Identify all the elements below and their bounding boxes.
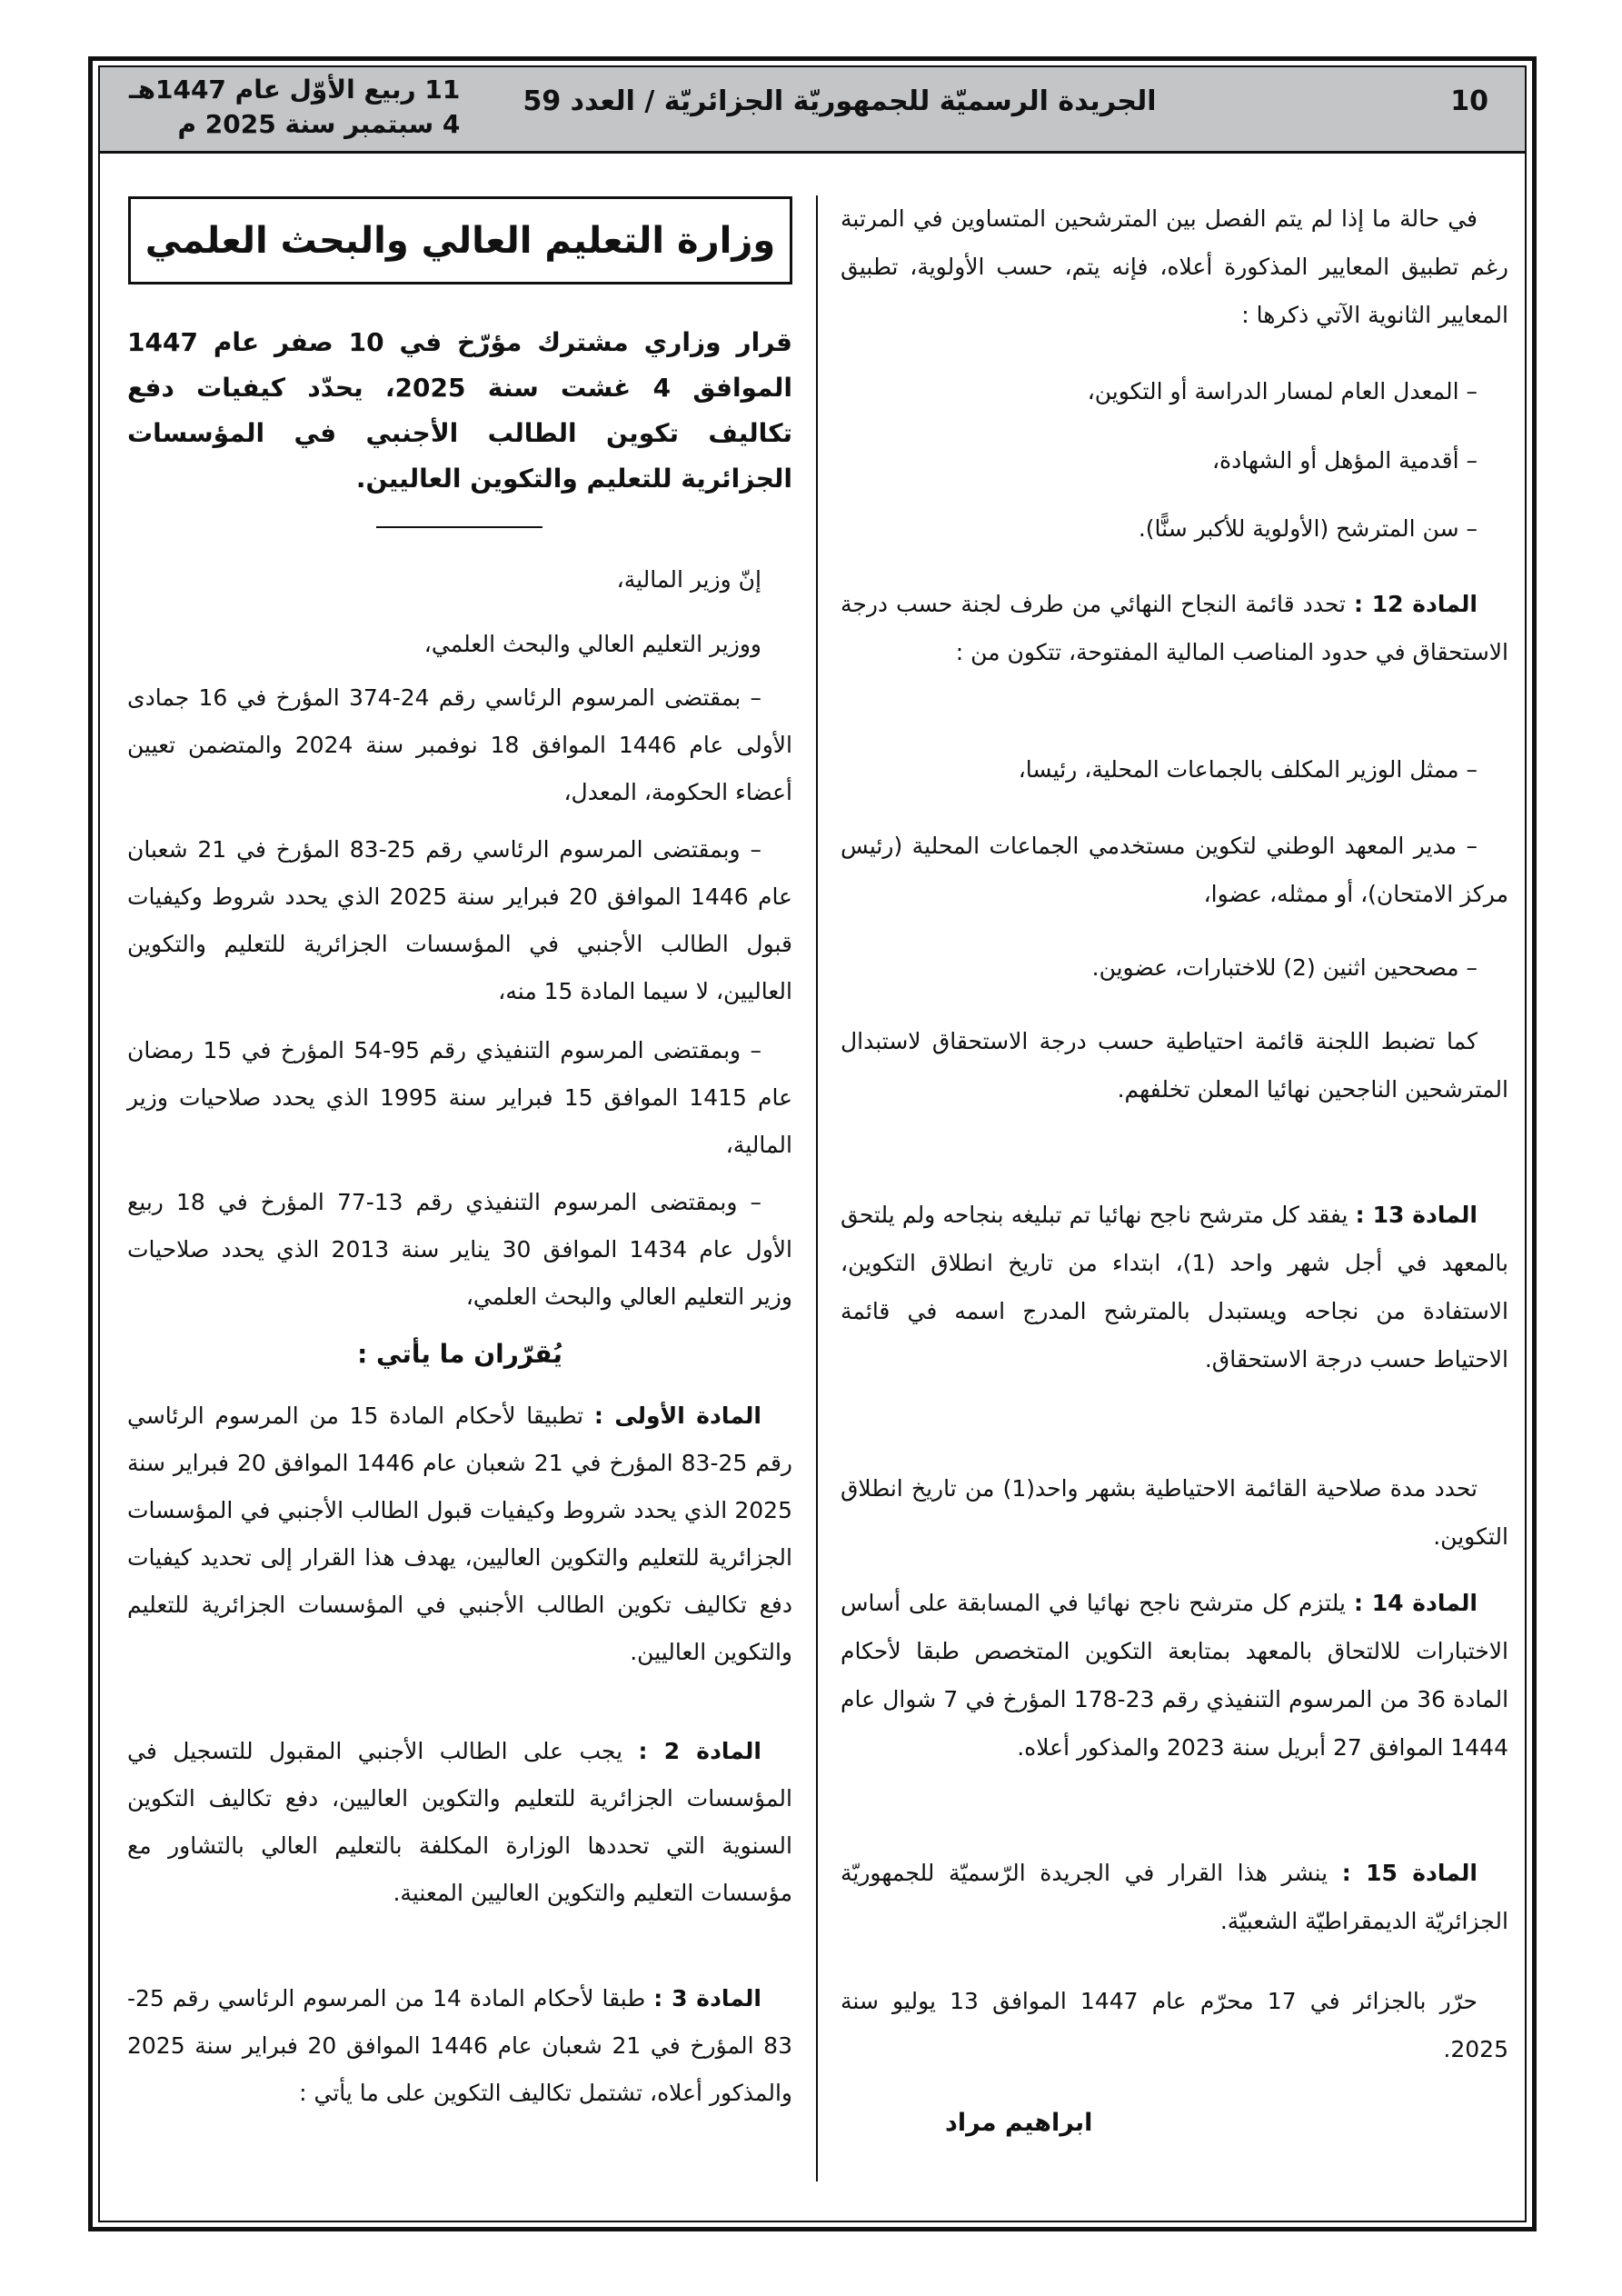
paragraph-text: – وبمقتضى المرسوم التنفيذي رقم 95-54 المؤرخ في 15 رمضان عام 1415 الموافق 15 فبراير سنة 1995 الذي يحدد صلاحيات وزير المالية،: [127, 1037, 792, 1158]
paragraph: [841, 1017, 1508, 1113]
article-3: [127, 1975, 792, 2117]
article-label: المادة 15 :: [1341, 1860, 1478, 1886]
journal-title: الجريدة الرسميّة للجمهوريّة الجزائريّة / العدد 59: [522, 85, 1157, 117]
page-header: [100, 67, 1525, 154]
paragraph-text: في حالة ما إذا لم يتم الفصل بين المترشحين المتساوين في المرتبة رغم تطبيق المعايير المذكورة أعلاه، فإنه يتم، حسب الأولوية، تطبيق المعايير الثانوية الآتي ذكرها :: [841, 205, 1508, 328]
paragraph-text: يفقد كل مترشح ناجح نهائيا تم تبليغه بنجاحه ولم يلتحق بالمعهد في أجل شهر واحد (1)، ابتداء من تاريخ انطلاق التكوين، الاستفادة من نجاحه ويستبدل بالمترشح المدرج اسمه في قائمة الاحتياط حسب درجة الاستحقاق.: [841, 1202, 1508, 1373]
list-item: [841, 367, 1508, 415]
paragraph-text: ووزير التعليم العالي والبحث العلمي،: [423, 631, 761, 657]
column-divider: [816, 195, 818, 2181]
paragraph-text: – وبمقتضى المرسوم التنفيذي رقم 13-77 المؤرخ في 18 ربيع الأول عام 1434 الموافق 30 يناير سنة 2013 الذي يحدد صلاحيات وزير التعليم العالي والبحث العلمي،: [127, 1189, 792, 1310]
paragraph-text: تحدد قائمة النجاح النهائي من طرف لجنة حسب درجة الاستحقاق في حدود المناصب المالية المفتوحة، تتكون من :: [841, 591, 1508, 665]
date-gregorian: 4 سبتمبر سنة 2025 م: [177, 109, 461, 139]
ministry-heading: وزارة التعليم العالي والبحث العلمي: [128, 196, 792, 285]
article-label: المادة 3 :: [653, 1985, 762, 2011]
article-label: المادة الأولى :: [593, 1403, 761, 1429]
signature-name: ابراهيم مراد: [945, 2109, 1093, 2137]
list-item: [841, 436, 1508, 484]
article-12: [841, 580, 1508, 676]
paragraph-text: كما تضبط اللجنة قائمة احتياطية حسب درجة الاستحقاق لاستبدال المترشحين الناجحين نهائيا المعلن تخلفهم.: [841, 1028, 1508, 1103]
paragraph-text: – المعدل العام لمسار الدراسة أو التكوين،: [1087, 378, 1478, 404]
article-label: المادة 12 :: [1353, 591, 1478, 617]
article-1: [127, 1393, 792, 1676]
paragraph-text: إنّ وزير المالية،: [616, 566, 761, 593]
list-item: [841, 745, 1508, 794]
paragraph-text: – بمقتضى المرسوم الرئاسي رقم 24-374 المؤرخ في 16 جمادى الأولى عام 1446 الموافق 18 نوفمبر سنة 2024 والمتضمن تعيين أعضاء الحكومة، المعدل،: [127, 684, 793, 805]
issue-date: [129, 73, 460, 142]
list-item: [841, 943, 1508, 992]
article-label: المادة 13 :: [1355, 1202, 1478, 1228]
visa-paragraph: [127, 1179, 792, 1321]
paragraph-text: – مصححين اثنين (2) للاختبارات، عضوين.: [1091, 954, 1478, 981]
visa-paragraph: [127, 826, 792, 1015]
paragraph-text: – ممثل الوزير المكلف بالجماعات المحلية، رئيسا،: [1018, 756, 1478, 783]
article-label: المادة 2 :: [638, 1738, 761, 1764]
list-item: [841, 822, 1508, 918]
visa-paragraph: [127, 1027, 792, 1169]
paragraph-text: – وبمقتضى المرسوم الرئاسي رقم 25-83 المؤرخ في 21 شعبان عام 1446 الموافق 20 فبراير سنة 2025 الذي يحدد شروط وكيفيات قبول الطالب الأجنبي في المؤسسات الجزائرية للتعليم والتكوين العاليين، لا سيما المادة 15 منه،: [127, 836, 792, 1004]
paragraph-text: تطبيقا لأحكام المادة 15 من المرسوم الرئاسي رقم 25-83 المؤرخ في 21 شعبان عام 1446 الموافق 20 فبراير سنة 2025 الذي يحدد شروط وكيفيات قبول الطالب الأجنبي في المؤسسات الجزائرية للتعليم والتكوين العاليين، يهدف هذا القرار إلى تحديد كيفيات دفع تكاليف تكوين الطالب الأجنبي في المؤسسات الجزائرية للتعليم والتكوين العاليين.: [127, 1403, 792, 1665]
article-14: [841, 1579, 1508, 1772]
decree-heading: يُقرّران ما يأتي :: [357, 1339, 562, 1369]
paragraph-text: تحدد مدة صلاحية القائمة الاحتياطية بشهر واحد(1) من تاريخ انطلاق التكوين.: [841, 1475, 1508, 1550]
list-item: [841, 504, 1508, 553]
paragraph-text: ينشر هذا القرار في الجريدة الرّسميّة للجمهوريّة الجزائريّة الديمقراطيّة الشعبيّة.: [841, 1860, 1508, 1934]
preamble-line: [127, 556, 792, 604]
paragraph-text: يلتزم كل مترشح ناجح نهائيا في المسابقة على أساس الاختبارات للالتحاق بالمعهد بمتابعة التكوين المتخصص طبقا لأحكام المادة 36 من المرسوم التنفيذي رقم 23-178 المؤرخ في 7 شوال عام 1444 الموافق 27 أبريل سنة 2023 والمذكور أعلاه.: [841, 1590, 1509, 1761]
article-2: [127, 1728, 792, 1917]
preamble-line: [127, 621, 792, 668]
paragraph: [841, 1464, 1508, 1561]
signing-place-date: [841, 1977, 1508, 2073]
paragraph-text: – مدير المعهد الوطني لتكوين مستخدمي الجماعات المحلية (رئيس مركز الامتحان)، أو ممثله، عضوا،: [841, 833, 1508, 907]
page-number: 10: [1450, 85, 1488, 117]
paragraph-text: حرّر بالجزائر في 17 محرّم عام 1447 الموافق 13 يوليو سنة 2025.: [841, 1988, 1508, 2062]
article-15: [841, 1849, 1508, 1945]
article-13: [841, 1191, 1508, 1383]
paragraph-text: – سن المترشح (الأولوية للأكبر سنًّا).: [1138, 515, 1478, 542]
paragraph-text: طبقا لأحكام المادة 14 من المرسوم الرئاسي رقم 25-83 المؤرخ في 21 شعبان عام 1446 الموافق 20 فبراير سنة 2025 والمذكور أعلاه، تشتمل تكاليف التكوين على ما يأتي :: [127, 1985, 792, 2106]
paragraph: [841, 195, 1508, 339]
paragraph-text: يجب على الطالب الأجنبي المقبول للتسجيل في المؤسسات الجزائرية للتعليم والتكوين العاليين، دفع تكاليف التكوين السنوية التي تحددها الوزارة المكلفة بالتعليم العالي بالتشاور مع مؤسسات التعليم والتكوين العاليين المعنية.: [127, 1738, 792, 1906]
paragraph-text: – أقدمية المؤهل أو الشهادة،: [1211, 447, 1478, 474]
visa-paragraph: [127, 674, 792, 816]
decision-title: قرار وزاري مشترك مؤرّخ في 10 صفر عام 1447 الموافق 4 غشت سنة 2025، يحدّد كيفيات دفع تكاليف تكوين الطالب الأجنبي في المؤسسات الجزائرية للتعليم والتكوين العاليين.: [127, 327, 792, 494]
article-label: المادة 14 :: [1353, 1590, 1478, 1616]
date-hijri: 11 ربيع الأوّل عام 1447هـ: [129, 75, 461, 105]
separator-line: [376, 526, 542, 528]
